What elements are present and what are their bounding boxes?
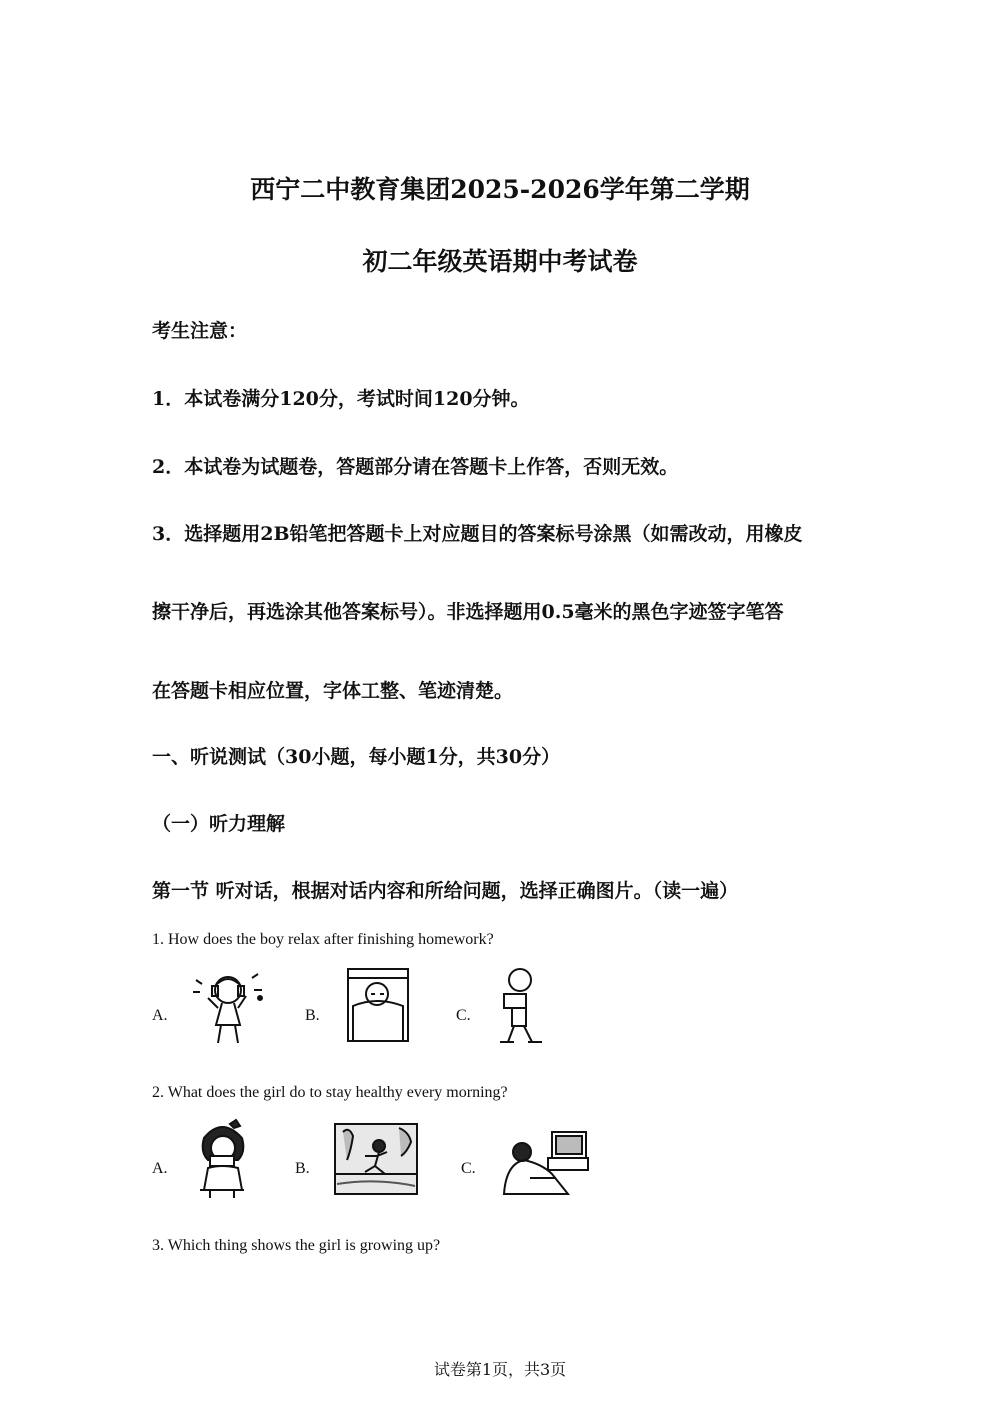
boy-reading-book-icon (490, 966, 550, 1046)
question-2-text: 2. What does the girl do to stay healthy every morning? (152, 1084, 508, 1101)
q1-option-c-label: C. (456, 1007, 471, 1024)
question-3-text: 3. Which thing shows the girl is growing up? (152, 1237, 441, 1254)
notice-item-3-line1: 3．选择题用2B铅笔把答题卡上对应题目的答案标号涂黑（如需改动，用橡皮 (152, 523, 803, 545)
boy-listening-music-icon (188, 968, 270, 1046)
q2-option-a-label: A. (152, 1160, 168, 1177)
q2-option-c-label: C. (461, 1160, 476, 1177)
q1-option-b-label: B. (305, 1007, 320, 1024)
girl-eating-icon (190, 1118, 256, 1200)
question-1-text: 1. How does the boy relax after finishing homework? (152, 931, 494, 948)
notice-item-3-line3: 在答题卡相应位置，字体工整、笔迹清楚。 (152, 680, 514, 702)
part-heading: 一、听说测试（30小题，每小题1分，共30分） (152, 746, 561, 768)
page-footer: 试卷第1页，共3页 (433, 1360, 567, 1379)
q2-option-b-label: B. (295, 1160, 310, 1177)
q1-option-a-label: A. (152, 1007, 168, 1024)
girl-watching-tv-icon (500, 1128, 590, 1198)
section-instruction: 第一节 听对话，根据对话内容和所给问题，选择正确图片。（读一遍） (152, 880, 739, 902)
notice-heading: 考生注意： (152, 320, 248, 342)
notice-item-1: 1．本试卷满分120分，考试时间120分钟。 (152, 388, 530, 410)
subsection-heading: （一）听力理解 (152, 813, 286, 835)
exam-title-line2: 初二年级英语期中考试卷 (362, 247, 638, 276)
exam-title-line1: 西宁二中教育集团2025-2026学年第二学期 (250, 175, 750, 204)
notice-item-2: 2．本试卷为试题卷，答题部分请在答题卡上作答，否则无效。 (152, 456, 679, 478)
boy-sleeping-in-bed-icon (345, 966, 411, 1044)
notice-item-3-line2: 擦干净后，再选涂其他答案标号）。非选择题用0.5毫米的黑色字迹签字笔答 (152, 601, 784, 623)
girl-running-icon (333, 1122, 419, 1196)
